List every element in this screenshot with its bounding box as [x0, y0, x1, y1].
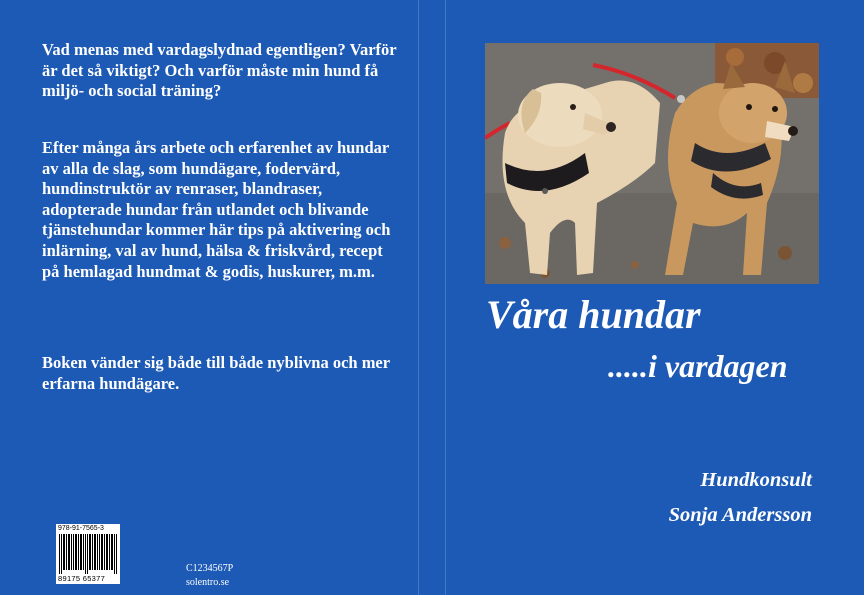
- author-role: Hundkonsult: [700, 469, 812, 491]
- publisher-site: solentro.se: [186, 577, 230, 588]
- barcode-bars: [58, 534, 118, 574]
- isbn-number: 978-91-7565-3: [58, 525, 104, 532]
- barcode-digits: 89175 65377: [58, 574, 106, 583]
- book-title: Våra hundar: [486, 292, 701, 337]
- blurb-paragraph-audience: Boken vänder sig både till både nyblivna och mer erfarna hundägare.: [42, 353, 390, 393]
- cover-photo-dogs: [485, 43, 819, 284]
- blurb-paragraph-experience: Efter många års arbete och erfarenhet av hundar av alla de slag, som hundägare, fodervärd, hundinstruktör av renraser, blandraser, adopterade hundar från utlandet och blivande tjänstehundar kommer här tips på aktivering och inlärning, val av hund, hälsa & friskvård, recept på hemlagad hundmat & godis, huskurer, m.m.: [42, 138, 391, 281]
- author-name: Sonja Andersson: [668, 504, 812, 526]
- back-cover: [0, 0, 418, 595]
- isbn-barcode: [56, 524, 120, 584]
- print-code: C1234567P: [186, 563, 234, 574]
- book-spine: [418, 0, 446, 595]
- book-subtitle: .....i vardagen: [608, 348, 788, 384]
- spine-fold-left: [418, 0, 419, 595]
- blurb-paragraph-questions: Vad menas med vardagslydnad egentligen? Varför är det så viktigt? Och varför måste min hund få miljö- och social träning?: [42, 40, 397, 101]
